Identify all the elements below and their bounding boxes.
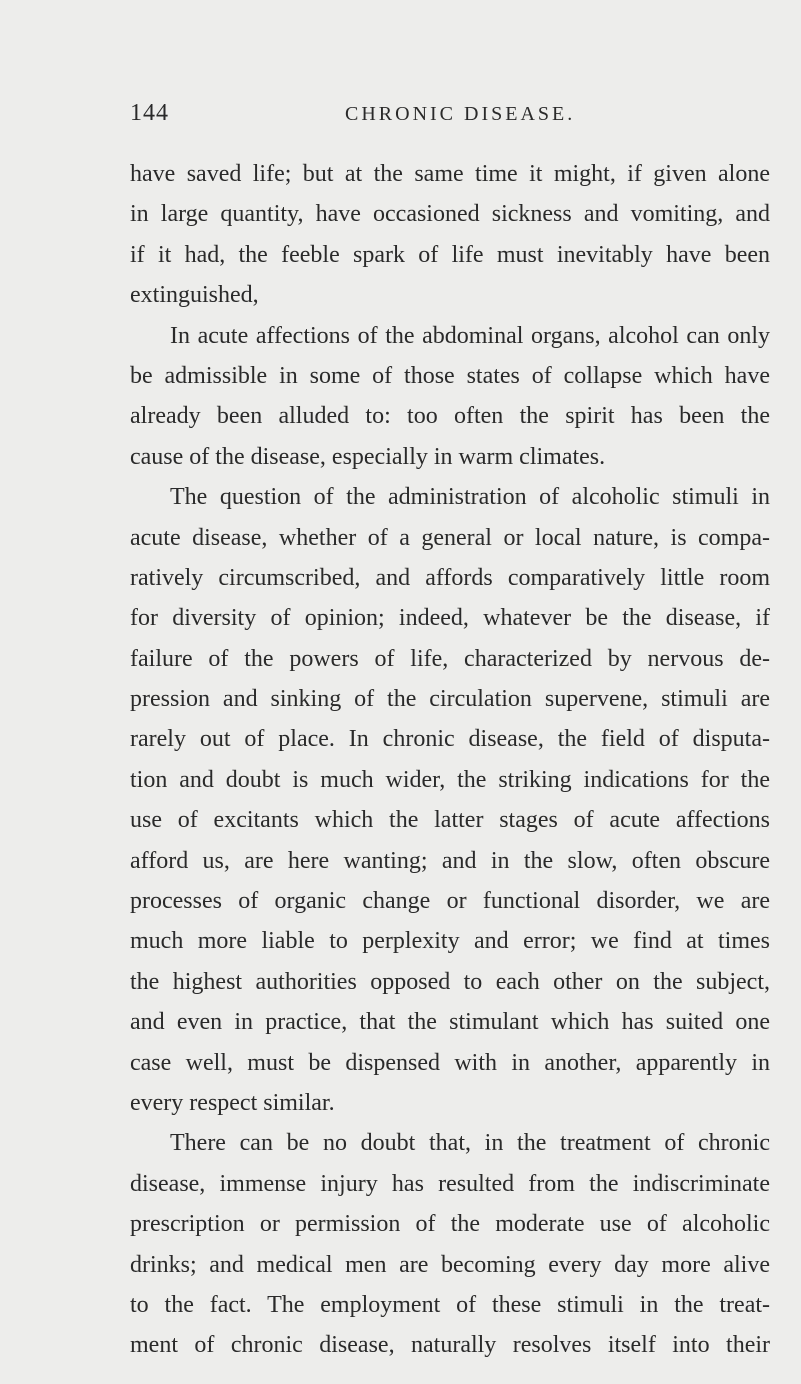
text-line: the highest authorities opposed to each other on the subject, [130, 968, 770, 995]
text-line: for diversity of opinion; indeed, whatever be the disease, if [130, 605, 770, 632]
running-title: CHRONIC DISEASE. [345, 103, 576, 125]
text-line: processes of organic change or functional disorder, we are [130, 888, 770, 915]
text-line: cause of the disease, especially in warm climates. [130, 443, 606, 470]
text-line: pression and sinking of the circulation supervene, stimuli are [130, 686, 770, 713]
text-line: tion and doubt is much wider, the striking indications for the [130, 766, 770, 793]
text-line: be admissible in some of those states of collapse which have [130, 362, 770, 389]
text-line: much more liable to perplexity and error; we find at times [130, 928, 770, 955]
text-line: The question of the administration of alcoholic stimuli in [170, 484, 770, 511]
page-number: 144 [130, 100, 169, 126]
text-line: failure of the powers of life, characterized by nervous de- [130, 645, 770, 672]
text-line: every respect similar. [130, 1089, 335, 1116]
text-line: extinguished, [130, 282, 259, 309]
text-line: prescription or permission of the moderate use of alcoholic [130, 1211, 770, 1238]
text-line: already been alluded to: too often the spirit has been the [130, 403, 770, 430]
text-line: disease, immense injury has resulted from the indiscriminate [130, 1170, 770, 1197]
text-line: There can be no doubt that, in the treatment of chronic [170, 1130, 770, 1157]
text-line: in large quantity, have occasioned sickness and vomiting, and [130, 201, 770, 228]
text-line: ratively circumscribed, and affords comparatively little room [130, 564, 770, 591]
text-line: ment of chronic disease, naturally resolves itself into their [130, 1332, 770, 1359]
text-line: case well, must be dispensed with in another, apparently in [130, 1049, 770, 1076]
text-line: and even in practice, that the stimulant which has suited one [130, 1009, 770, 1036]
text-line: rarely out of place. In chronic disease, the field of disputa- [130, 726, 770, 753]
text-line: to the fact. The employment of these stimuli in the treat- [130, 1291, 770, 1318]
text-line: have saved life; but at the same time it might, if given alone [130, 161, 770, 187]
page-header [130, 100, 770, 136]
text-line: use of excitants which the latter stages of acute affections [130, 807, 770, 834]
text-line: afford us, are here wanting; and in the slow, often obscure [130, 847, 770, 874]
body-text [130, 154, 770, 1366]
text-line: if it had, the feeble spark of life must inevitably have been [130, 241, 770, 268]
text-line: acute disease, whether of a general or local nature, is compa- [130, 524, 770, 551]
text-line: In acute affections of the abdominal organs, alcohol can only [170, 322, 770, 349]
text-line: drinks; and medical men are becoming every day more alive [130, 1251, 770, 1278]
